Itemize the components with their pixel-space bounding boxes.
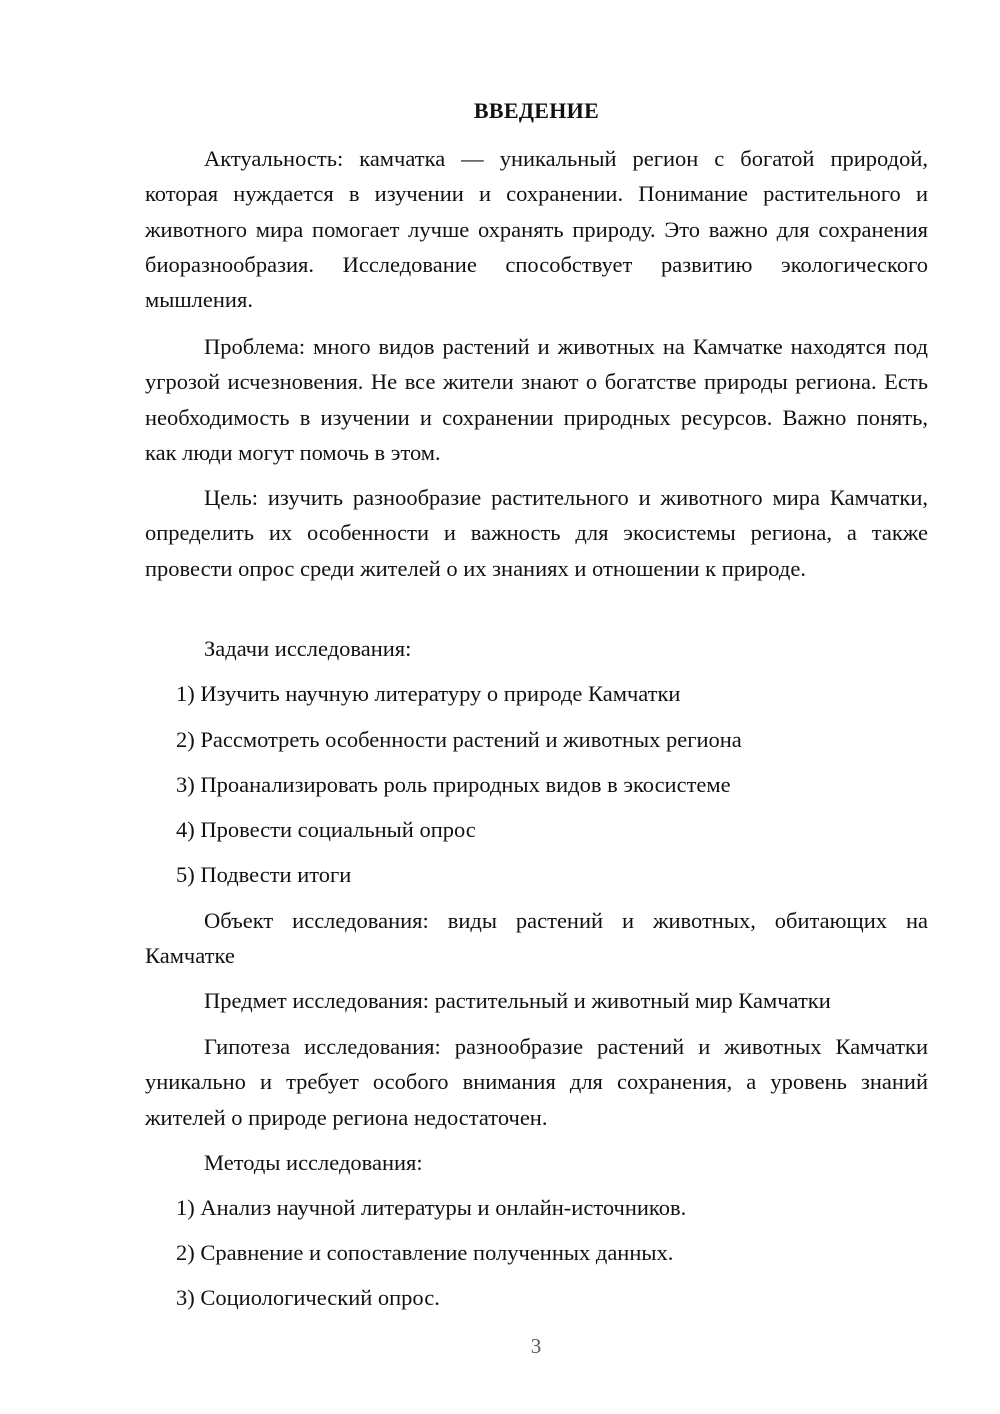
method-item: 1) Анализ научной литературы и онлайн-источников. bbox=[176, 1195, 687, 1220]
task-item: 2) Рассмотреть особенности растений и животных региона bbox=[176, 727, 742, 752]
task-item: 5) Подвести итоги bbox=[176, 862, 352, 887]
method-item: 2) Сравнение и сопоставление полученных данных. bbox=[176, 1240, 674, 1265]
hypothesis-paragraph: Гипотеза исследования: разнообразие растений и животных Камчатки уникально и требует особого внимания для сохранения, а уровень знаний жителей о природе региона недостаточен. bbox=[145, 1034, 928, 1130]
task-item: 3) Проанализировать роль природных видов в экосистеме bbox=[176, 772, 731, 797]
subject-paragraph: Предмет исследования: растительный и животный мир Камчатки bbox=[204, 988, 831, 1013]
task-item: 4) Провести социальный опрос bbox=[176, 817, 476, 842]
task-item: 1) Изучить научную литературу о природе Камчатки bbox=[176, 681, 681, 706]
method-item: 3) Социологический опрос. bbox=[176, 1285, 440, 1310]
tasks-heading: Задачи исследования: bbox=[204, 636, 412, 661]
relevance-paragraph: Актуальность: камчатка — уникальный регион с богатой природой, которая нуждается в изучении и сохранении. Понимание растительного и животного мира помогает лучше охранять природу. Это важно для сохранения биоразнообразия. Исследование способствует развитию экологического мышления. bbox=[145, 146, 928, 313]
page-number: 3 bbox=[530, 1334, 542, 1358]
object-paragraph: Объект исследования: виды растений и животных, обитающих на Камчатке bbox=[145, 908, 928, 969]
methods-heading: Методы исследования: bbox=[204, 1150, 423, 1175]
goal-paragraph: Цель: изучить разнообразие растительного и животного мира Камчатки, определить их особенности и важность для экосистемы региона, а также провести опрос среди жителей о их знаниях и отношении к природе. bbox=[145, 485, 928, 581]
section-title: ВВЕДЕНИЕ bbox=[473, 98, 600, 123]
problem-paragraph: Проблема: много видов растений и животных на Камчатке находятся под угрозой исчезновения. Не все жители знают о богатстве природы региона. Есть необходимость в изучении и сохранении природных ресурсов. Важно понять, как люди могут помочь в этом. bbox=[145, 334, 928, 465]
